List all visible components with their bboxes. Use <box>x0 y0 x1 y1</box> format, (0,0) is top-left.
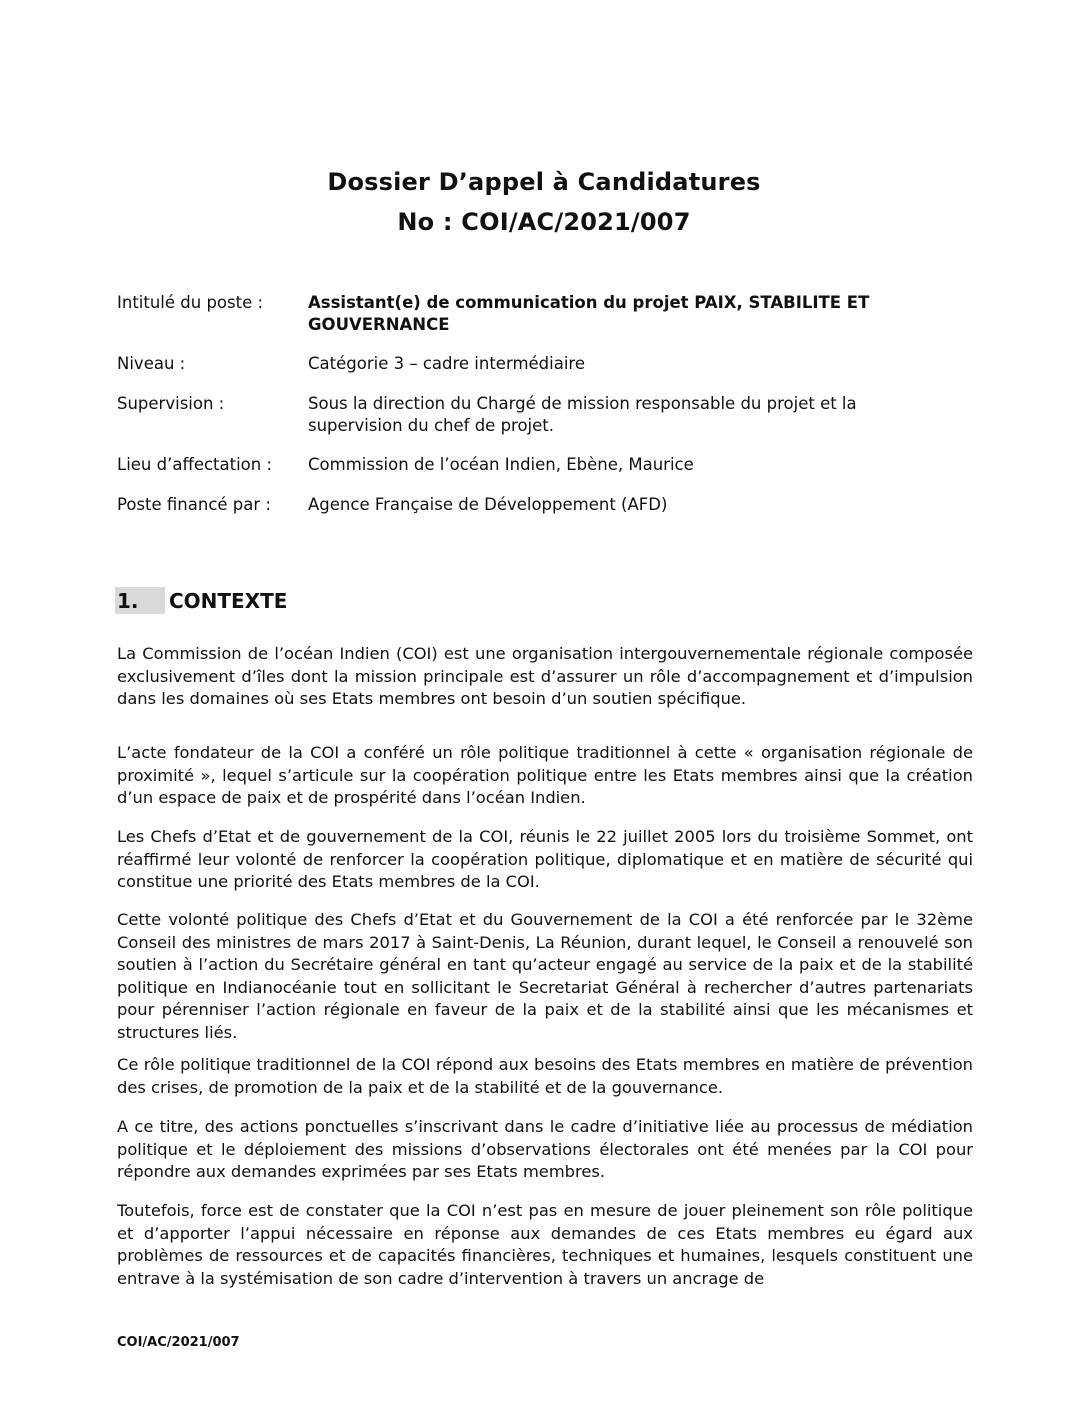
meta-value: Assistant(e) de communication du projet PAIX, STABILITE ET GOUVERNANCE <box>308 293 870 334</box>
meta-label: Poste financé par : <box>117 495 271 514</box>
paragraph: Ce rôle politique traditionnel de la COI répond aux besoins des Etats membres en matière de prévention des crises, de promotion de la paix et de la stabilité et de la gouvernance. <box>117 1055 973 1097</box>
section-title: CONTEXTE <box>169 588 288 613</box>
meta-label: Lieu d’affectation : <box>117 455 273 474</box>
paragraph: Toutefois, force est de constater que la COI n’est pas en mesure de jouer pleinement son rôle politique et d’apporter l’appui nécessaire en réponse aux demandes de ces Etats membres eu égard aux problèmes de ressources et de capacités financières, techniques et humaines, lesquels constituent une entrave à la systémisation de son cadre d’intervention à travers un ancrage de <box>117 1201 973 1288</box>
page-footer-reference: COI/AC/2021/007 <box>117 1335 240 1350</box>
meta-value: Sous la direction du Chargé de mission responsable du projet et la supervision du chef de projet. <box>308 394 857 435</box>
paragraph: Les Chefs d’Etat et de gouvernement de la COI, réunis le 22 juillet 2005 lors du troisième Sommet, ont réaffirmé leur volonté de renforcer la coopération politique, diplomatique et en matière de sécurité qui constitue une priorité des Etats membres de la COI. <box>117 827 973 891</box>
paragraph: L’acte fondateur de la COI a conféré un rôle politique traditionnel à cette « organisation régionale de proximité », lequel s’articule sur la coopération politique entre les Etats membres ainsi que la création d’un espace de paix et de prospérité dans l’océan Indien. <box>117 743 973 807</box>
meta-label: Supervision : <box>117 394 225 413</box>
meta-value: Agence Française de Développement (AFD) <box>308 495 668 514</box>
meta-value: Catégorie 3 – cadre intermédiaire <box>308 354 586 373</box>
meta-label: Niveau : <box>117 354 186 373</box>
paragraph: La Commission de l’océan Indien (COI) est une organisation intergouvernementale régionale composée exclusivement d’îles dont la mission principale est d’assurer un rôle d’accompagnement et d’impulsion dans les domaines où ses Etats membres ont besoin d’un soutien spécifique. <box>117 644 973 708</box>
paragraph: Cette volonté politique des Chefs d’Etat et du Gouvernement de la COI a été renforcée par le 32ème Conseil des ministres de mars 2017 à Saint-Denis, La Réunion, durant lequel, le Conseil a renouvelé son soutien à l’action du Secrétaire général en tant qu’acteur engagé au service de la paix et de la stabilité politique en Indianocéanie tout en sollicitant le Secretariat Général à rechercher d’autres partenariats pour pérenniser l’action régionale en faveur de la paix et de la stabilité ainsi que les mécanismes et structures liés. <box>117 910 973 1042</box>
paragraph: A ce titre, des actions ponctuelles s’inscrivant dans le cadre d’initiative liée au processus de médiation politique et le déploiement des missions d’observations électorales ont été menées par la COI pour répondre aux demandes exprimées par ses Etats membres. <box>117 1117 973 1181</box>
document-title: Dossier D’appel à Candidatures <box>327 168 761 196</box>
meta-value: Commission de l’océan Indien, Ebène, Maurice <box>308 455 694 474</box>
meta-label: Intitulé du poste : <box>117 293 264 312</box>
section-heading-contexte <box>115 587 287 614</box>
section-number: 1. <box>115 587 165 614</box>
document-reference-number: No : COI/AC/2021/007 <box>397 208 691 236</box>
